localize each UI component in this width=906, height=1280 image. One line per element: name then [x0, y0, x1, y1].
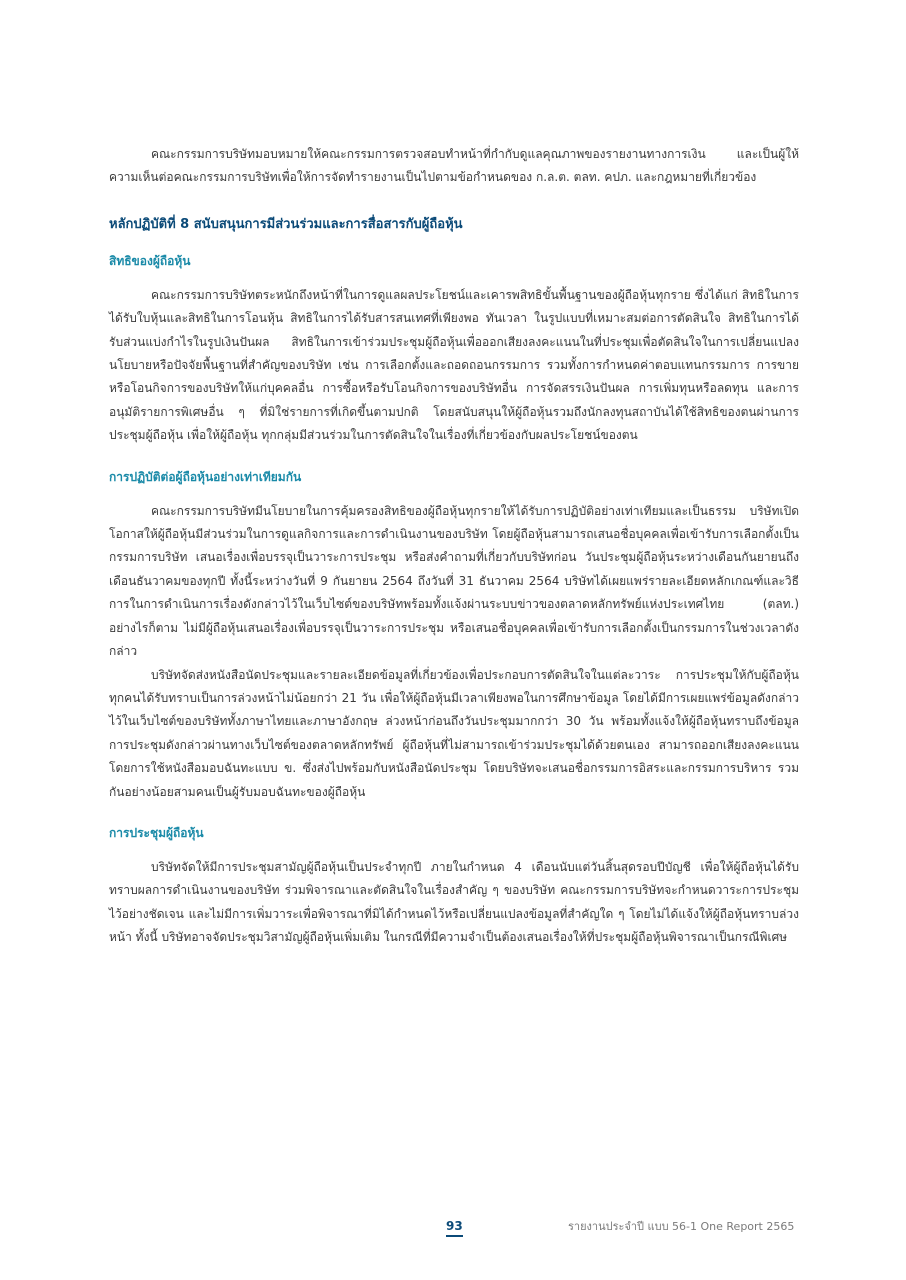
intro-paragraph: คณะกรรมการบริษัทมอบหมายให้คณะกรรมการตรวจสอบทำหน้าที่กำกับดูแลคุณภาพของรายงานทางการเงิน และเป็นผู้ให้ความเห็นต่อคณะกรรมการบริษัทเพื่อให้การจัดทำรายงานเป็นไปตามข้อกำหนดของ ก.ล.ต. ตลท. คปภ. และกฎหมายที่เกี่ยวข้อง: [109, 147, 799, 185]
shareholder-meeting-heading: การประชุมผู้ถือหุ้น: [109, 825, 204, 840]
page-number: 93: [446, 1218, 463, 1237]
equitable-treatment-heading: การปฏิบัติต่อผู้ถือหุ้นอย่างเท่าเทียมกัน: [109, 469, 302, 484]
report-title: รายงานประจำปี แบบ 56-1 One Report 2565: [568, 1220, 795, 1233]
page-footer: [0, 1218, 906, 1242]
page-content: [109, 143, 799, 950]
equitable-treatment-paragraph-2: บริษัทจัดส่งหนังสือนัดประชุมและรายละเอียดข้อมูลที่เกี่ยวข้องเพื่อประกอบการตัดสินใจในแต่ละวาระ การประชุมให้กับผู้ถือหุ้นทุกคนได้รับทราบเป็นการล่วงหน้าไม่น้อยกว่า 21 วัน เพื่อให้ผู้ถือหุ้นมีเวลาเพียงพอในการศึกษาข้อมูล โดยได้มีการเผยแพร่ข้อมูลดังกล่าวไว้ในเว็บไซต์ของบริษัททั้งภาษาไทยและภาษาอังกฤษ ล่วงหน้าก่อนถึงวันประชุมมากกว่า 30 วัน พร้อมทั้งแจ้งให้ผู้ถือหุ้นทราบถึงข้อมูลการประชุมดังกล่าวผ่านทางเว็บไซต์ของตลาดหลักทรัพย์ ผู้ถือหุ้นที่ไม่สามารถเข้าร่วมประชุมได้ด้วยตนเอง สามารถออกเสียงลงคะแนนโดยการใช้หนังสือมอบฉันทะแบบ ข. ซึ่งส่งไปพร้อมกับหนังสือนัดประชุม โดยบริษัทจะเสนอชื่อกรรมการอิสระและกรรมการบริหาร รวมกันอย่างน้อยสามคนเป็นผู้รับมอบฉันทะของผู้ถือหุ้น: [109, 667, 799, 799]
shareholder-rights-heading: สิทธิของผู้ถือหุ้น: [109, 253, 191, 268]
shareholder-meeting-paragraph: บริษัทจัดให้มีการประชุมสามัญผู้ถือหุ้นเป็นประจำทุกปี ภายในกำหนด 4 เดือนนับแต่วันสิ้นสุดรอบปีบัญชี เพื่อให้ผู้ถือหุ้นได้รับทราบผลการดำเนินงานของบริษัท ร่วมพิจารณาและตัดสินใจในเรื่องสำคัญ ๆ ของบริษัท คณะกรรมการบริษัทจะกำหนดวาระการประชุมไว้อย่างชัดเจน และไม่มีการเพิ่มวาระเพื่อพิจารณาที่มิได้กำหนดไว้หรือเปลี่ยนแปลงข้อมูลที่สำคัญใด ๆ โดยไม่ได้แจ้งให้ผู้ถือหุ้นทราบล่วงหน้า ทั้งนี้ บริษัทอาจจัดประชุมวิสามัญผู้ถือหุ้นเพิ่มเติม ในกรณีที่มีความจำเป็นต้องเสนอเรื่องให้ที่ประชุมผู้ถือหุ้นพิจารณาเป็นกรณีพิเศษ: [109, 859, 799, 945]
equitable-treatment-paragraph-1: คณะกรรมการบริษัทมีนโยบายในการคุ้มครองสิทธิของผู้ถือหุ้นทุกรายให้ได้รับการปฏิบัติอย่างเท่าเทียมและเป็นธรรม บริษัทเปิดโอกาสให้ผู้ถือหุ้นมีส่วนร่วมในการดูแลกิจการและการดำเนินงานของบริษัท โดยผู้ถือหุ้นสามารถเสนอชื่อบุคคลเพื่อเข้ารับการเลือกตั้งเป็นกรรมการบริษัท เสนอเรื่องเพื่อบรรจุเป็นวาระการประชุม หรือส่งคำถามที่เกี่ยวกับบริษัทก่อน วันประชุมผู้ถือหุ้นระหว่างเดือนกันยายนถึงเดือนธันวาคมของทุกปี ทั้งนี้ระหว่างวันที่ 9 กันยายน 2564 ถึงวันที่ 31 ธันวาคม 2564 บริษัทได้เผยแพร่รายละเอียดหลักเกณฑ์และวิธีการในการดำเนินการเรื่องดังกล่าวไว้ในเว็บไซต์ของบริษัทพร้อมทั้งแจ้งผ่านระบบข่าวของตลาดหลักทรัพย์แห่งประเทศไทย (ตลท.) อย่างไรก็ตาม ไม่มีผู้ถือหุ้นเสนอเรื่องเพื่อบรรจุเป็นวาระการประชุม หรือเสนอชื่อบุคคลเพื่อเข้ารับการเลือกตั้งเป็นกรรมการในช่วงเวลาดังกล่าว: [109, 503, 799, 659]
shareholder-rights-paragraph: คณะกรรมการบริษัทตระหนักถึงหน้าที่ในการดูแลผลประโยชน์และเคารพสิทธิขั้นพื้นฐานของผู้ถือหุ้นทุกราย ซึ่งได้แก่ สิทธิในการได้รับใบหุ้นและสิทธิในการโอนหุ้น สิทธิในการได้รับสารสนเทศที่เพียงพอ ทันเวลา ในรูปแบบที่เหมาะสมต่อการตัดสินใจ สิทธิในการได้รับส่วนแบ่งกำไรในรูปเงินปันผล สิทธิในการเข้าร่วมประชุมผู้ถือหุ้นเพื่อออกเสียงลงคะแนนในที่ประชุมเพื่อตัดสินใจในการเปลี่ยนแปลงนโยบายหรือปัจจัยพื้นฐานที่สำคัญของบริษัท เช่น การเลือกตั้งและถอดถอนกรรมการ รวมทั้งการกำหนดค่าตอบแทนกรรมการ การขายหรือโอนกิจการของบริษัทให้แก่บุคคลอื่น การซื้อหรือรับโอนกิจการของบริษัทอื่น การจัดสรรเงินปันผล การเพิ่มทุนหรือลดทุน และการอนุมัติรายการพิเศษอื่น ๆ ที่มิใช่รายการที่เกิดขึ้นตามปกติ โดยสนับสนุนให้ผู้ถือหุ้นรวมถึงนักลงทุนสถาบันได้ใช้สิทธิของตนผ่านการประชุมผู้ถือหุ้น เพื่อให้ผู้ถือหุ้น ทุกกลุ่มมีส่วนร่วมในการตัดสินใจในเรื่องที่เกี่ยวข้องกับผลประโยชน์ของตน: [109, 287, 799, 443]
principle-8-heading: หลักปฏิบัติที่ 8 สนับสนุนการมีส่วนร่วมและการสื่อสารกับผู้ถือหุ้น: [109, 216, 463, 232]
